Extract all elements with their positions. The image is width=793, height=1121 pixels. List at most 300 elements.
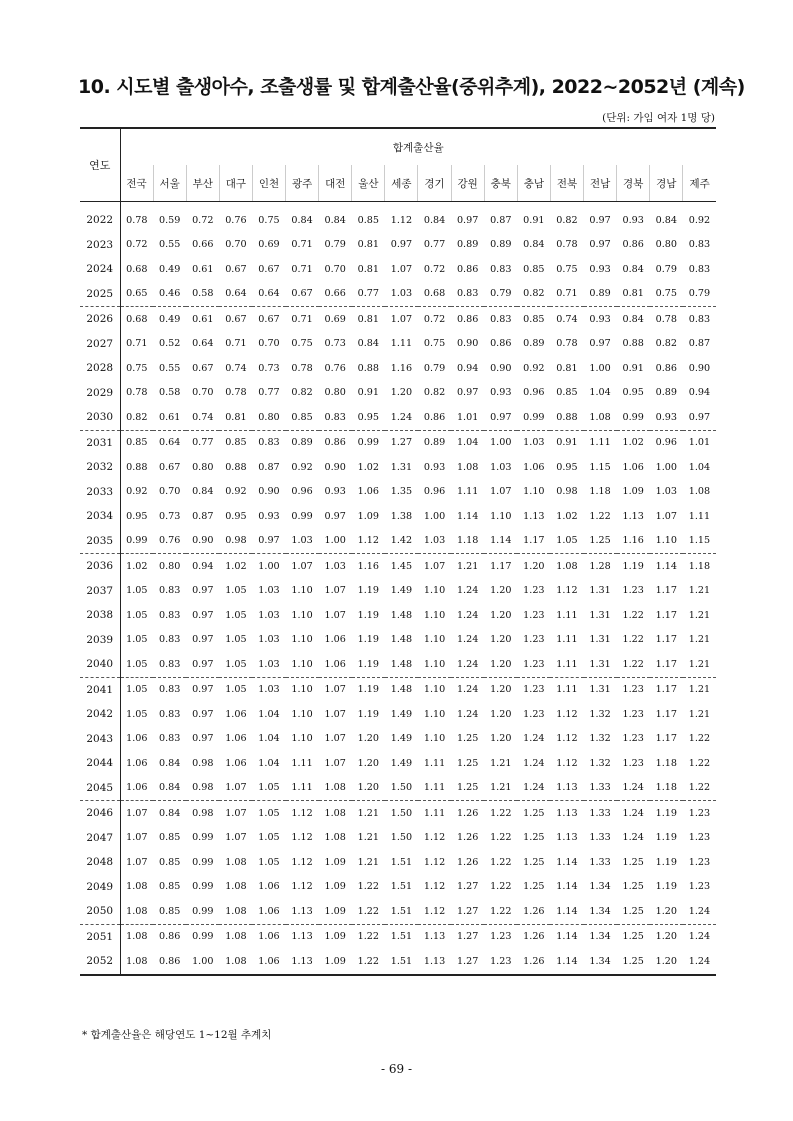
value-cell: 1.12 bbox=[423, 856, 446, 868]
value-cell: 0.70 bbox=[158, 486, 181, 498]
value-cell: 1.31 bbox=[584, 677, 617, 702]
value-cell: 1.25 bbox=[456, 757, 479, 769]
value-cell: 1.10 bbox=[423, 634, 446, 646]
value-cell: 0.61 bbox=[186, 307, 219, 332]
value-cell: 1.25 bbox=[622, 881, 644, 893]
value-cell: 1.11 bbox=[556, 658, 578, 670]
value-cell: 1.19 bbox=[655, 832, 677, 844]
value-cell: 1.08 bbox=[324, 782, 346, 794]
value-cell: 1.06 bbox=[225, 757, 247, 769]
value-cell: 1.23 bbox=[523, 708, 545, 720]
region-header: 충북 bbox=[484, 165, 517, 202]
value-cell: 0.80 bbox=[655, 239, 677, 251]
value-cell: 0.81 bbox=[352, 307, 385, 332]
value-cell: 1.23 bbox=[523, 634, 545, 646]
value-cell: 1.24 bbox=[622, 832, 644, 844]
value-cell: 1.05 bbox=[126, 585, 148, 597]
value-cell: 1.18 bbox=[683, 554, 716, 579]
value-cell: 0.84 bbox=[423, 214, 446, 226]
value-cell: 1.11 bbox=[456, 486, 479, 498]
table-row bbox=[80, 776, 716, 801]
value-cell: 0.80 bbox=[324, 387, 346, 399]
value-cell: 1.22 bbox=[490, 905, 512, 917]
value-cell: 1.09 bbox=[622, 486, 644, 498]
value-cell: 0.93 bbox=[584, 307, 617, 332]
value-cell: 0.88 bbox=[126, 461, 148, 473]
value-cell: 1.32 bbox=[589, 708, 611, 720]
value-cell: 1.23 bbox=[683, 801, 716, 826]
value-cell: 1.14 bbox=[650, 554, 683, 579]
value-cell: 0.98 bbox=[186, 801, 219, 826]
value-cell: 1.31 bbox=[589, 609, 611, 621]
value-cell: 0.92 bbox=[225, 486, 247, 498]
value-cell: 1.11 bbox=[688, 510, 711, 522]
value-cell: 0.86 bbox=[622, 239, 644, 251]
value-cell: 1.10 bbox=[291, 585, 313, 597]
value-cell: 1.22 bbox=[688, 757, 711, 769]
value-cell: 1.11 bbox=[584, 430, 617, 455]
value-cell: 0.97 bbox=[688, 411, 711, 423]
value-cell: 1.05 bbox=[258, 832, 280, 844]
value-cell: 0.83 bbox=[688, 263, 711, 275]
value-cell: 1.22 bbox=[490, 881, 512, 893]
value-cell: 1.05 bbox=[126, 609, 148, 621]
value-cell: 0.80 bbox=[258, 411, 280, 423]
value-cell: 1.23 bbox=[622, 585, 644, 597]
unit-note: (단위: 가임 여자 1명 당) bbox=[602, 112, 715, 124]
value-cell: 1.23 bbox=[622, 733, 644, 745]
value-cell: 1.13 bbox=[523, 510, 545, 522]
value-cell: 1.12 bbox=[423, 881, 446, 893]
value-cell: 0.72 bbox=[418, 307, 451, 332]
table-row bbox=[80, 652, 716, 677]
region-header: 강원 bbox=[451, 165, 484, 202]
value-cell: 1.21 bbox=[357, 856, 379, 868]
value-cell: 1.12 bbox=[423, 832, 446, 844]
value-cell: 0.82 bbox=[423, 387, 446, 399]
value-cell: 1.15 bbox=[688, 535, 711, 547]
value-cell: 1.22 bbox=[622, 658, 644, 670]
value-cell: 0.82 bbox=[655, 338, 677, 350]
table-row bbox=[80, 356, 716, 381]
table-row bbox=[80, 405, 716, 430]
value-cell: 1.49 bbox=[390, 708, 413, 720]
value-cell: 0.76 bbox=[225, 214, 247, 226]
table-row bbox=[80, 899, 716, 924]
value-cell: 0.90 bbox=[456, 338, 479, 350]
year-cell: 2041 bbox=[80, 677, 120, 702]
value-cell: 0.99 bbox=[192, 905, 214, 917]
value-cell: 1.22 bbox=[688, 782, 711, 794]
value-cell: 1.09 bbox=[319, 924, 352, 949]
year-cell: 2022 bbox=[80, 202, 120, 233]
value-cell: 0.85 bbox=[357, 214, 379, 226]
value-cell: 1.33 bbox=[589, 832, 611, 844]
value-cell: 0.78 bbox=[126, 214, 148, 226]
value-cell: 1.03 bbox=[258, 658, 280, 670]
value-cell: 1.20 bbox=[490, 658, 512, 670]
value-cell: 1.34 bbox=[589, 881, 611, 893]
year-cell: 2051 bbox=[80, 924, 120, 949]
value-cell: 1.50 bbox=[385, 801, 418, 826]
value-cell: 1.23 bbox=[517, 677, 550, 702]
value-cell: 0.83 bbox=[158, 708, 181, 720]
table-row bbox=[80, 381, 716, 406]
value-cell: 1.21 bbox=[688, 708, 711, 720]
value-cell: 1.26 bbox=[517, 949, 550, 975]
value-cell: 0.66 bbox=[192, 239, 214, 251]
year-cell: 2029 bbox=[80, 381, 120, 406]
value-cell: 1.35 bbox=[390, 486, 413, 498]
value-cell: 1.24 bbox=[456, 708, 479, 720]
year-cell: 2048 bbox=[80, 850, 120, 875]
value-cell: 0.55 bbox=[158, 239, 181, 251]
value-cell: 1.05 bbox=[225, 609, 247, 621]
value-cell: 0.81 bbox=[556, 362, 578, 374]
value-cell: 0.83 bbox=[324, 411, 346, 423]
value-cell: 0.92 bbox=[126, 486, 148, 498]
value-cell: 0.46 bbox=[158, 288, 181, 300]
value-cell: 1.07 bbox=[319, 677, 352, 702]
value-cell: 1.06 bbox=[357, 486, 379, 498]
value-cell: 1.11 bbox=[423, 757, 446, 769]
value-cell: 0.89 bbox=[418, 430, 451, 455]
value-cell: 1.24 bbox=[390, 411, 413, 423]
value-cell: 0.79 bbox=[423, 362, 446, 374]
value-cell: 1.51 bbox=[390, 905, 413, 917]
value-cell: 1.07 bbox=[324, 733, 346, 745]
value-cell: 0.83 bbox=[252, 430, 285, 455]
value-cell: 0.79 bbox=[324, 239, 346, 251]
value-cell: 1.12 bbox=[556, 585, 578, 597]
value-cell: 0.95 bbox=[556, 461, 578, 473]
value-cell: 0.64 bbox=[258, 288, 280, 300]
value-cell: 1.19 bbox=[352, 677, 385, 702]
value-cell: 1.14 bbox=[556, 881, 578, 893]
year-cell: 2043 bbox=[80, 727, 120, 752]
value-cell: 1.13 bbox=[291, 905, 313, 917]
value-cell: 0.88 bbox=[225, 461, 247, 473]
value-cell: 0.83 bbox=[484, 307, 517, 332]
value-cell: 1.13 bbox=[418, 949, 451, 975]
value-cell: 1.00 bbox=[423, 510, 446, 522]
value-cell: 1.19 bbox=[617, 554, 650, 579]
value-cell: 0.87 bbox=[192, 510, 214, 522]
value-cell: 1.21 bbox=[683, 677, 716, 702]
table-body bbox=[80, 202, 716, 975]
value-cell: 0.97 bbox=[258, 535, 280, 547]
value-cell: 0.89 bbox=[490, 239, 512, 251]
table-row bbox=[80, 727, 716, 752]
region-header: 충남 bbox=[517, 165, 550, 202]
value-cell: 1.11 bbox=[291, 782, 313, 794]
value-cell: 1.48 bbox=[385, 677, 418, 702]
group-header: 합계출산율 bbox=[120, 128, 716, 165]
value-cell: 0.89 bbox=[523, 338, 545, 350]
value-cell: 1.24 bbox=[688, 905, 711, 917]
value-cell: 1.26 bbox=[456, 832, 479, 844]
value-cell: 1.26 bbox=[517, 924, 550, 949]
year-cell: 2031 bbox=[80, 430, 120, 455]
value-cell: 1.10 bbox=[291, 658, 313, 670]
value-cell: 0.52 bbox=[158, 338, 181, 350]
page-title: 10. 시도별 출생아수, 조출생률 및 합계출산율(중위추계), 2022~2052년 (계속) bbox=[78, 76, 745, 98]
value-cell: 1.24 bbox=[456, 634, 479, 646]
value-cell: 1.12 bbox=[556, 757, 578, 769]
value-cell: 1.25 bbox=[456, 733, 479, 745]
value-cell: 0.99 bbox=[186, 924, 219, 949]
year-cell: 2025 bbox=[80, 282, 120, 307]
value-cell: 1.19 bbox=[357, 708, 379, 720]
value-cell: 1.13 bbox=[550, 801, 583, 826]
year-cell: 2046 bbox=[80, 801, 120, 826]
value-cell: 1.02 bbox=[357, 461, 379, 473]
value-cell: 1.18 bbox=[589, 486, 611, 498]
table-row bbox=[80, 628, 716, 653]
value-cell: 1.07 bbox=[120, 801, 153, 826]
value-cell: 1.25 bbox=[622, 856, 644, 868]
value-cell: 1.06 bbox=[252, 949, 285, 975]
value-cell: 1.50 bbox=[390, 832, 413, 844]
value-cell: 1.08 bbox=[225, 856, 247, 868]
value-cell: 1.02 bbox=[120, 554, 153, 579]
value-cell: 0.78 bbox=[650, 307, 683, 332]
table-row bbox=[80, 504, 716, 529]
value-cell: 1.13 bbox=[418, 924, 451, 949]
value-cell: 1.23 bbox=[622, 708, 644, 720]
value-cell: 1.21 bbox=[688, 634, 711, 646]
value-cell: 0.86 bbox=[423, 411, 446, 423]
value-cell: 1.20 bbox=[490, 733, 512, 745]
year-cell: 2030 bbox=[80, 405, 120, 430]
value-cell: 1.31 bbox=[589, 658, 611, 670]
value-cell: 0.74 bbox=[225, 362, 247, 374]
value-cell: 1.12 bbox=[291, 856, 313, 868]
value-cell: 0.97 bbox=[192, 609, 214, 621]
value-cell: 1.07 bbox=[225, 782, 247, 794]
year-cell: 2023 bbox=[80, 233, 120, 258]
value-cell: 1.50 bbox=[390, 782, 413, 794]
value-cell: 1.02 bbox=[219, 554, 252, 579]
value-cell: 1.01 bbox=[683, 430, 716, 455]
value-cell: 1.12 bbox=[291, 881, 313, 893]
value-cell: 1.17 bbox=[523, 535, 545, 547]
value-cell: 0.83 bbox=[683, 307, 716, 332]
value-cell: 1.05 bbox=[556, 535, 578, 547]
table-row bbox=[80, 801, 716, 826]
value-cell: 1.34 bbox=[589, 905, 611, 917]
value-cell: 0.84 bbox=[158, 757, 181, 769]
value-cell: 0.90 bbox=[324, 461, 346, 473]
value-cell: 1.06 bbox=[126, 782, 148, 794]
value-cell: 1.07 bbox=[324, 585, 346, 597]
region-header: 전남 bbox=[584, 165, 617, 202]
value-cell: 1.16 bbox=[622, 535, 644, 547]
value-cell: 0.94 bbox=[688, 387, 711, 399]
value-cell: 0.97 bbox=[192, 708, 214, 720]
value-cell: 0.98 bbox=[192, 782, 214, 794]
year-cell: 2034 bbox=[80, 504, 120, 529]
value-cell: 1.12 bbox=[291, 832, 313, 844]
value-cell: 0.69 bbox=[319, 307, 352, 332]
value-cell: 1.20 bbox=[357, 757, 379, 769]
value-cell: 1.12 bbox=[423, 905, 446, 917]
value-cell: 1.07 bbox=[126, 832, 148, 844]
value-cell: 1.05 bbox=[225, 634, 247, 646]
value-cell: 1.08 bbox=[319, 801, 352, 826]
fertility-rate-table bbox=[80, 127, 716, 976]
value-cell: 0.97 bbox=[589, 338, 611, 350]
value-cell: 1.24 bbox=[456, 609, 479, 621]
value-cell: 0.93 bbox=[655, 411, 677, 423]
value-cell: 1.21 bbox=[451, 554, 484, 579]
region-header: 전국 bbox=[120, 165, 153, 202]
value-cell: 1.12 bbox=[357, 535, 379, 547]
value-cell: 1.27 bbox=[456, 905, 479, 917]
value-cell: 0.86 bbox=[655, 362, 677, 374]
value-cell: 0.65 bbox=[126, 288, 148, 300]
value-cell: 1.07 bbox=[390, 263, 413, 275]
value-cell: 1.05 bbox=[126, 658, 148, 670]
value-cell: 1.22 bbox=[622, 609, 644, 621]
value-cell: 0.79 bbox=[688, 288, 711, 300]
value-cell: 1.06 bbox=[324, 634, 346, 646]
value-cell: 1.25 bbox=[523, 881, 545, 893]
value-cell: 0.93 bbox=[589, 263, 611, 275]
value-cell: 0.81 bbox=[225, 411, 247, 423]
value-cell: 1.10 bbox=[490, 510, 512, 522]
value-cell: 0.99 bbox=[192, 881, 214, 893]
region-header: 세종 bbox=[385, 165, 418, 202]
value-cell: 0.58 bbox=[192, 288, 214, 300]
value-cell: 1.24 bbox=[683, 924, 716, 949]
value-cell: 0.71 bbox=[291, 239, 313, 251]
value-cell: 0.90 bbox=[258, 486, 280, 498]
value-cell: 1.17 bbox=[484, 554, 517, 579]
value-cell: 0.77 bbox=[258, 387, 280, 399]
value-cell: 0.97 bbox=[589, 239, 611, 251]
value-cell: 1.17 bbox=[655, 634, 677, 646]
value-cell: 1.31 bbox=[589, 585, 611, 597]
value-cell: 0.64 bbox=[153, 430, 186, 455]
value-cell: 1.07 bbox=[324, 609, 346, 621]
value-cell: 0.93 bbox=[490, 387, 512, 399]
value-cell: 0.81 bbox=[357, 239, 379, 251]
value-cell: 1.23 bbox=[484, 924, 517, 949]
value-cell: 1.07 bbox=[126, 856, 148, 868]
value-cell: 1.12 bbox=[390, 214, 413, 226]
footnote: * 합계출산율은 해당연도 1~12월 추계치 bbox=[82, 1029, 272, 1041]
value-cell: 1.08 bbox=[550, 554, 583, 579]
value-cell: 0.97 bbox=[589, 214, 611, 226]
value-cell: 0.97 bbox=[186, 677, 219, 702]
value-cell: 1.04 bbox=[258, 733, 280, 745]
value-cell: 1.04 bbox=[258, 708, 280, 720]
value-cell: 1.26 bbox=[456, 856, 479, 868]
value-cell: 1.17 bbox=[650, 677, 683, 702]
year-cell: 2049 bbox=[80, 875, 120, 900]
region-header: 광주 bbox=[286, 165, 319, 202]
value-cell: 1.42 bbox=[390, 535, 413, 547]
value-cell: 0.71 bbox=[225, 338, 247, 350]
value-cell: 1.24 bbox=[523, 733, 545, 745]
value-cell: 1.20 bbox=[517, 554, 550, 579]
value-cell: 0.91 bbox=[550, 430, 583, 455]
value-cell: 0.84 bbox=[622, 263, 644, 275]
value-cell: 1.20 bbox=[650, 924, 683, 949]
value-cell: 0.84 bbox=[158, 782, 181, 794]
value-cell: 1.08 bbox=[225, 905, 247, 917]
year-cell: 2047 bbox=[80, 826, 120, 851]
value-cell: 0.85 bbox=[556, 387, 578, 399]
value-cell: 0.79 bbox=[490, 288, 512, 300]
value-cell: 1.51 bbox=[390, 856, 413, 868]
value-cell: 0.83 bbox=[158, 658, 181, 670]
value-cell: 1.06 bbox=[622, 461, 644, 473]
year-cell: 2044 bbox=[80, 751, 120, 776]
value-cell: 1.10 bbox=[418, 677, 451, 702]
value-cell: 1.14 bbox=[550, 949, 583, 975]
value-cell: 1.25 bbox=[517, 801, 550, 826]
value-cell: 1.19 bbox=[357, 634, 379, 646]
value-cell: 0.86 bbox=[153, 949, 186, 975]
value-cell: 1.17 bbox=[655, 733, 677, 745]
value-cell: 0.67 bbox=[158, 461, 181, 473]
value-cell: 1.22 bbox=[622, 634, 644, 646]
value-cell: 1.12 bbox=[286, 801, 319, 826]
value-cell: 1.06 bbox=[225, 733, 247, 745]
value-cell: 1.08 bbox=[324, 832, 346, 844]
value-cell: 1.25 bbox=[589, 535, 611, 547]
value-cell: 0.89 bbox=[456, 239, 479, 251]
value-cell: 1.21 bbox=[352, 801, 385, 826]
value-cell: 1.23 bbox=[617, 677, 650, 702]
table-row bbox=[80, 307, 716, 332]
value-cell: 0.87 bbox=[688, 338, 711, 350]
value-cell: 0.64 bbox=[225, 288, 247, 300]
value-cell: 1.03 bbox=[291, 535, 313, 547]
value-cell: 1.10 bbox=[523, 486, 545, 498]
value-cell: 0.75 bbox=[556, 263, 578, 275]
value-cell: 0.85 bbox=[158, 881, 181, 893]
value-cell: 1.13 bbox=[286, 924, 319, 949]
value-cell: 1.08 bbox=[120, 924, 153, 949]
value-cell: 1.00 bbox=[252, 554, 285, 579]
value-cell: 0.78 bbox=[556, 239, 578, 251]
table-row bbox=[80, 603, 716, 628]
value-cell: 0.75 bbox=[291, 338, 313, 350]
value-cell: 1.07 bbox=[219, 801, 252, 826]
table-row bbox=[80, 332, 716, 357]
value-cell: 0.73 bbox=[258, 362, 280, 374]
value-cell: 1.51 bbox=[385, 949, 418, 975]
region-header: 인천 bbox=[252, 165, 285, 202]
value-cell: 1.25 bbox=[622, 905, 644, 917]
value-cell: 1.21 bbox=[688, 609, 711, 621]
value-cell: 1.48 bbox=[390, 658, 413, 670]
value-cell: 0.67 bbox=[225, 263, 247, 275]
value-cell: 0.89 bbox=[655, 387, 677, 399]
value-cell: 0.91 bbox=[357, 387, 379, 399]
value-cell: 1.17 bbox=[655, 585, 677, 597]
value-cell: 0.98 bbox=[192, 757, 214, 769]
value-cell: 1.23 bbox=[484, 949, 517, 975]
value-cell: 1.22 bbox=[490, 832, 512, 844]
value-cell: 1.12 bbox=[556, 733, 578, 745]
value-cell: 0.99 bbox=[291, 510, 313, 522]
value-cell: 1.09 bbox=[357, 510, 379, 522]
value-cell: 1.25 bbox=[617, 924, 650, 949]
